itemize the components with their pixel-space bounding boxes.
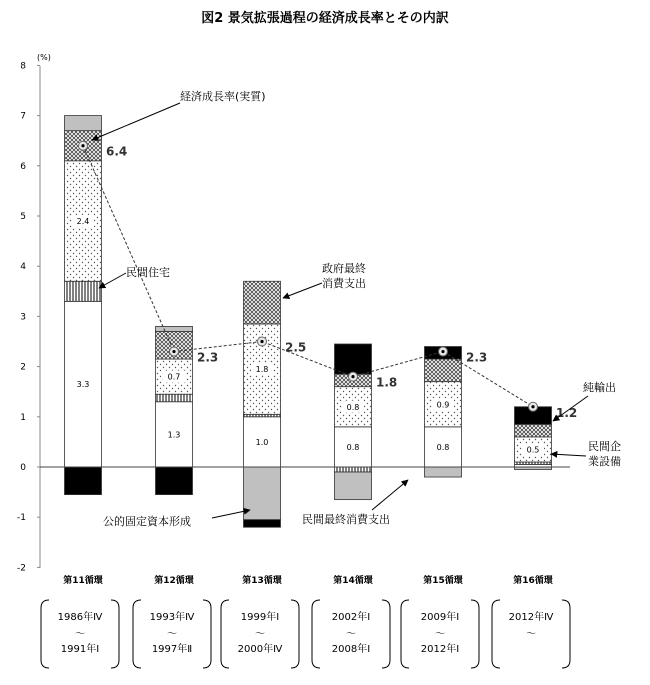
growth-value-label: 1.8 <box>376 375 398 390</box>
period-bracket-right <box>471 600 479 668</box>
category-label: 第16循環 <box>513 576 553 586</box>
category-label: 第15循環 <box>423 576 463 586</box>
value-label: 0.9 <box>436 400 450 410</box>
period-bracket-right <box>203 600 211 668</box>
period-text: 2012年Ⅳ <box>508 612 554 623</box>
y-tick-label: 6 <box>20 161 26 172</box>
y-tick-label: 4 <box>20 262 26 273</box>
growth-point-center <box>351 375 354 378</box>
period-bracket-right <box>111 600 119 668</box>
value-label: 1.0 <box>255 437 269 447</box>
period-text: 〜 <box>75 629 85 640</box>
arrow-invest <box>551 454 586 456</box>
period-bracket-left <box>492 600 500 668</box>
y-tick-label: -1 <box>17 513 26 524</box>
y-tick-label: 7 <box>20 111 26 122</box>
y-tick-label: 0 <box>20 463 26 473</box>
growth-value-label: 1.2 <box>556 405 578 420</box>
period-bracket-left <box>221 600 229 668</box>
value-label: 0.7 <box>167 372 181 382</box>
public-investment-segment <box>65 116 102 131</box>
category-labels <box>63 574 553 586</box>
value-label: 2.4 <box>76 217 90 227</box>
period-bracket-left <box>312 600 320 668</box>
value-label: 1.3 <box>167 430 181 440</box>
bars <box>65 116 552 528</box>
period-text: 〜 <box>255 629 265 640</box>
y-tick-label: 3 <box>20 312 26 323</box>
public-investment-segment <box>156 326 193 331</box>
annotation-public: 公的固定資本形成 <box>103 515 191 528</box>
annotation-netexp: 純輸出 <box>583 381 616 394</box>
value-label: 1.8 <box>255 365 269 375</box>
period-bracket-left <box>401 600 409 668</box>
growth-point-center <box>260 340 263 343</box>
annotation-housing: 民間住宅 <box>126 266 170 279</box>
public-investment-segment <box>335 472 372 500</box>
period-text: 2009年Ⅰ <box>420 612 460 623</box>
growth-point-center <box>531 405 534 408</box>
arrow-gov <box>283 283 322 298</box>
period-boxes <box>41 600 570 668</box>
period-text: 〜 <box>346 629 356 640</box>
y-ticks <box>17 61 40 573</box>
annotation-gov-1: 政府最終 <box>322 262 366 275</box>
period-bracket-right <box>291 600 299 668</box>
net-exports-segment <box>244 520 281 528</box>
growth-value-label: 6.4 <box>106 144 128 159</box>
government-segment <box>244 281 281 324</box>
growth-value-label: 2.5 <box>285 340 307 355</box>
period-text: 2012年Ⅰ <box>420 644 460 655</box>
y-tick-label: 1 <box>20 412 26 423</box>
growth-value-label: 2.3 <box>466 350 488 365</box>
period-text: 2000年Ⅳ <box>237 644 283 655</box>
net-exports-segment <box>335 344 372 374</box>
annotation-growth: 経済成長率(実質) <box>180 90 266 103</box>
growth-value-label: 2.3 <box>197 350 219 365</box>
period-text: 〜 <box>526 629 536 640</box>
value-label: 0.8 <box>346 442 360 452</box>
annotation-gov-2: 消費支出 <box>322 277 366 290</box>
housing-segment <box>156 394 193 402</box>
period-text: 1991年Ⅰ <box>60 644 100 655</box>
period-text: 1997年Ⅱ <box>151 644 193 655</box>
government-segment <box>425 359 462 382</box>
category-label: 第12循環 <box>154 576 194 586</box>
period-text: 〜 <box>435 629 445 640</box>
housing-segment <box>335 467 372 472</box>
public-investment-segment <box>244 467 281 520</box>
period-text: 1993年Ⅳ <box>149 612 195 623</box>
y-tick-label: 5 <box>20 212 26 222</box>
y-tick-label: -2 <box>17 563 26 574</box>
annotation-cons: 民間最終消費支出 <box>302 513 390 526</box>
chart-title: 図2 景気拡張過程の経済成長率とその内訳 <box>201 11 449 26</box>
growth-point-center <box>81 144 84 147</box>
public-investment-segment <box>425 467 462 477</box>
net-exports-segment <box>156 467 193 495</box>
period-text: 1986年Ⅳ <box>57 612 103 623</box>
annotation-invest-1: 民間企 <box>588 440 621 453</box>
period-bracket-right <box>562 600 570 668</box>
category-label: 第11循環 <box>63 576 103 586</box>
value-label: 0.5 <box>526 445 540 455</box>
housing-segment <box>65 281 102 301</box>
arrow-housing <box>99 273 126 288</box>
value-label: 3.3 <box>76 380 90 390</box>
period-bracket-left <box>133 600 141 668</box>
y-tick-label: 8 <box>20 61 26 72</box>
government-segment <box>515 424 552 437</box>
category-label: 第14循環 <box>333 576 373 586</box>
arrow-cons <box>372 480 408 510</box>
period-text: 〜 <box>167 629 177 640</box>
annotation-invest-2: 業設備 <box>588 455 621 468</box>
y-unit-label: (%) <box>37 53 51 62</box>
growth-point-center <box>441 350 444 353</box>
y-tick-label: 2 <box>20 362 26 373</box>
net-exports-segment <box>65 467 102 495</box>
period-text: 2002年Ⅰ <box>331 612 371 623</box>
period-text: 1999年Ⅰ <box>240 612 280 623</box>
period-bracket-left <box>41 600 49 668</box>
growth-point-center <box>172 350 175 353</box>
arrow-growth <box>92 103 180 140</box>
value-label: 0.8 <box>436 442 450 452</box>
value-label: 0.8 <box>346 402 360 412</box>
category-label: 第13循環 <box>242 576 282 586</box>
period-bracket-right <box>382 600 390 668</box>
period-text: 2008年Ⅰ <box>331 644 371 655</box>
